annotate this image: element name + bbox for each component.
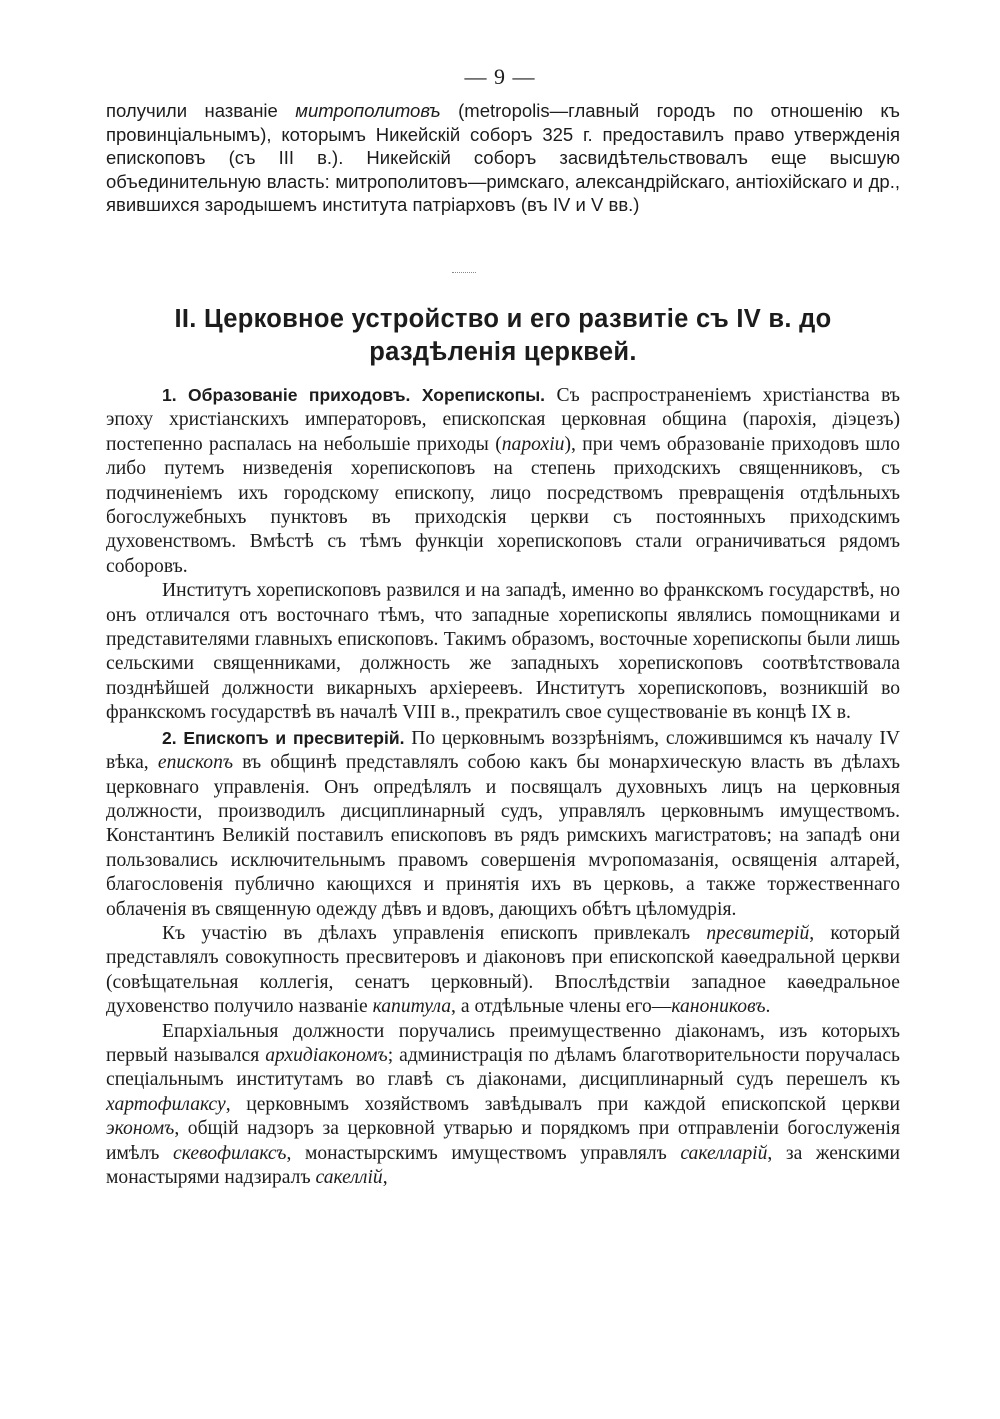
term-skeuophylax: скевофилаксъ [173, 1142, 287, 1164]
paragraph-diocesan-offices: Епархіальныя должности поручались преимущественно діаконамъ, изъ которыхъ первый назывался архидіакономъ; администрація по дѣламъ благотворительности поручалась спеціальнымъ институтамъ во главѣ съ діаконами, дисциплинарный судъ перешелъ къ хартофилаксу, церковнымъ хозяйствомъ завѣдывалъ при каждой епископской церкви экономъ, общій надзоръ за церковной утварью и порядкомъ при отправленіи богослуженія имѣлъ скевофилаксъ, монастырскимъ имуществомъ управлялъ сакелларій, за женскими монастырями надзиралъ сакеллій, [106, 1020, 900, 1188]
paragraph-chorepiscopi-west: Институтъ хорепископовъ развился и на западѣ, именно во франкскомъ государствѣ, но онъ отличался отъ восточнаго тѣмъ, что западные хорепископы являлись помощниками и представителями главныхъ епископовъ. Такимъ образомъ, восточные хорепископы были лишь сельскими священниками, должность же западныхъ хорепископовъ соотвѣтствовала позднѣйшей должности викарныхъ архіереевъ. Институтъ хорепископовъ, возникшій во франкскомъ государствѣ въ началѣ VIII в., прекратилъ свое существованіе въ концѣ IX в. [106, 580, 900, 724]
intro-paragraph [106, 99, 900, 217]
term-archdeacon: архидіакономъ [265, 1044, 388, 1066]
term-metropolitans: митрополитовъ [295, 100, 441, 121]
term-sacellius: сакеллій [315, 1167, 383, 1188]
term-canons: канониковъ [671, 996, 766, 1018]
separator-ornament [452, 272, 476, 275]
term-bishop: епископъ [157, 752, 234, 774]
term-chapter: капитула [372, 996, 452, 1018]
term-parochii: парохіи [501, 433, 565, 455]
intro-text-2: (metropolis—главный городъ по отношенію къ провинціальнымъ), которымъ Никейскій соборъ 325 г. предоставилъ право утвержденія епископовъ (съ III в.). Никейскій соборъ засвидѣтельствовалъ еще высшую объединительную власть: митрополитовъ—римскаго, александрійскаго, антіохійскаго и др., явившихся зародышемъ института патріарховъ (въ IV и V вв.) [106, 100, 900, 216]
intro-text-1: получили названіе [106, 100, 296, 121]
term-oeconomus: экономъ [106, 1118, 175, 1140]
paragraph-presbytery: Къ участію въ дѣлахъ управленія епископъ привлекалъ пресвитерій, который представлялъ совокупность пресвитеровъ и діаконовъ при епископской каѳедральной церкви (совѣщательная коллегія, сенатъ церковный). Впослѣдствіи западное каѳедральное духовенство получило названіе капитула, а отдѣльные члены его—канониковъ. [106, 922, 900, 1018]
paragraph-bishop: 2. Епископъ и пресвитерій. По церковнымъ воззрѣніямъ, сложившимся къ началу IV вѣка, епископъ въ общинѣ представлялъ собою какъ бы монархическую власть въ дѣлахъ церковнаго управленія. Онъ опредѣлялъ и посвящалъ духовныхъ лицъ на церковныя должности, производилъ дисциплинарный судъ, управлялъ церковнымъ имуществомъ. Константинъ Великій поставилъ епископовъ въ рядъ римскихъ магистратовъ; на западѣ они пользовались исключительнымъ правомъ совершенія мѵропомазанія, освященія алтарей, благословенія публично кающихся и принятія ихъ въ церковь, а также торжественнаго облаченія въ священную одежду дѣвъ и вдовъ, дающихъ обѣтъ цѣломудрія. [106, 727, 901, 920]
main-text [106, 383, 900, 1190]
term-presbytery: пресвитерій [706, 922, 810, 944]
section-heading: II. Церковное устройство и его развитіе съ IV в. до раздѣленія церквей. [174, 305, 832, 366]
page-number: — 9 — [464, 64, 536, 89]
paragraph-parishes: 1. Образованіе приходовъ. Хорепископы. Съ распространеніемъ христіанства въ эпоху христіанскихъ императоровъ, епископская церковная община (парохія, діэцезъ) постепенно распалась на небольшіе приходы (парохіи), при чемъ образованіе приходовъ шло либо путемъ низведенія хорепископовъ на степень приходскихъ священниковъ, съ подчиненіемъ ихъ городскому епископу, лицо посредствомъ превращенія отдѣльныхъ богослужебныхъ пунктовъ въ приходскія церкви съ постоянныхъ приходскимъ духовенствомъ. Вмѣстѣ съ тѣмъ функціи хорепископовъ стали ограничиваться рядомъ соборовъ. [106, 385, 900, 577]
subsection-heading-bishop: 2. Епископъ и пресвитерій. [162, 727, 405, 748]
term-chartophylax: хартофилаксу [106, 1093, 226, 1115]
term-sacellarius: сакелларій [680, 1142, 768, 1164]
subsection-heading-parishes: 1. Образованіе приходовъ. Хорепископы. [162, 385, 546, 405]
